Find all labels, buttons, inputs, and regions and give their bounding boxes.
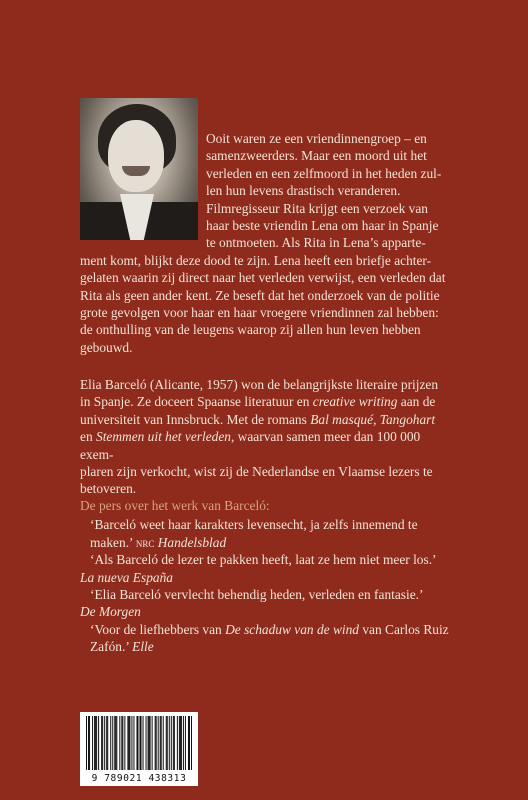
- book-title: Stemmen uit het verleden: [96, 429, 231, 445]
- quote-source: Handelsblad: [154, 534, 227, 550]
- bio-line: universiteit van Innsbruck. Met de romans: [80, 411, 311, 427]
- press-quote: [80, 516, 450, 551]
- synopsis-text: [80, 130, 450, 356]
- isbn-digits: 9 789021 438313: [91, 773, 187, 784]
- bio-line: plaren zijn verkocht, wist zij de Nederlandse en Vlaamse lezers te: [80, 464, 433, 480]
- press-quote: [80, 586, 450, 621]
- isbn-barcode: [80, 712, 198, 786]
- synopsis-line: ment komt, blijkt deze dood te zijn. Lena heeft een briefje achter-: [80, 252, 432, 268]
- quote-text: Zafón.’: [90, 639, 133, 655]
- quote-text: ‘Barceló weet haar karakters levensecht, ja zelfs innemend te: [90, 517, 418, 533]
- synopsis-line: Filmregisseur Rita krijgt een verzoek van: [206, 200, 428, 216]
- book-title: De schaduw van de wind: [225, 621, 359, 637]
- synopsis-line: Ooit waren ze een vriendinnengroep – en: [206, 131, 427, 146]
- quote-text: ‘Als Barceló de lezer te pakken heeft, laat ze hem niet meer los.’: [90, 552, 437, 568]
- bio-line: in Spanje. Ze doceert Spaanse literatuur en: [80, 394, 313, 410]
- bio-line: Elia Barceló (Alicante, 1957) won de belangrijkste literaire prijzen: [80, 377, 439, 392]
- author-bio: [80, 376, 450, 498]
- quote-source: Elle: [132, 639, 154, 655]
- bio-line-end: aan de: [397, 394, 436, 410]
- bio-line-end: , waarvan samen meer dan 100 000 exem-: [80, 429, 421, 462]
- press-quote: [80, 551, 450, 586]
- separator: ,: [373, 411, 380, 427]
- quote-text: ‘Elia Barceló vervlecht behendig heden, verleden en fantasie.’: [90, 587, 424, 603]
- quote-source: La nueva España: [80, 569, 173, 585]
- synopsis-line: de onthulling van de leugens waarop zij allen hun leven hebben: [80, 322, 421, 338]
- bio-line: en: [80, 429, 96, 445]
- synopsis-line: Rita als geen ander kent. Ze beseft dat het onderzoek van de politie: [80, 287, 440, 303]
- press-quote: [80, 621, 450, 656]
- press-heading: De pers over het werk van Barceló:: [80, 498, 270, 513]
- book-title: Bal masqué: [310, 411, 374, 427]
- press-quotes: [80, 497, 450, 656]
- quote-source: nrc: [135, 534, 155, 550]
- synopsis-line: gelaten waarin zij direct naar het verleden verwijst, een verleden dat: [80, 270, 446, 286]
- synopsis-line: verleden en een zelfmoord in het heden zul-: [206, 165, 442, 181]
- bio-emphasis: creative writing: [312, 394, 398, 410]
- synopsis-line: len hun levens drastisch veranderen.: [206, 183, 401, 199]
- synopsis-line: grote gevolgen voor haar en haar vroegere vriendinnen zal hebben:: [80, 305, 439, 321]
- quote-text: van Carlos Ruiz: [359, 621, 449, 637]
- bio-line: betoveren.: [80, 481, 137, 497]
- book-title: Tangohart: [379, 411, 436, 427]
- synopsis-line: haar beste vriendin Lena om haar in Spanje: [206, 218, 439, 234]
- synopsis-line: samenzweerders. Maar een moord uit het: [206, 148, 427, 164]
- quote-source: De Morgen: [80, 604, 141, 620]
- quote-text: ‘Voor de liefhebbers van: [90, 621, 226, 637]
- barcode-bars: [86, 716, 192, 770]
- synopsis-line: gebouwd.: [80, 339, 133, 355]
- quote-text: maken.’: [90, 534, 136, 550]
- synopsis-line: te ontmoeten. Als Rita in Lena’s apparte-: [206, 235, 426, 251]
